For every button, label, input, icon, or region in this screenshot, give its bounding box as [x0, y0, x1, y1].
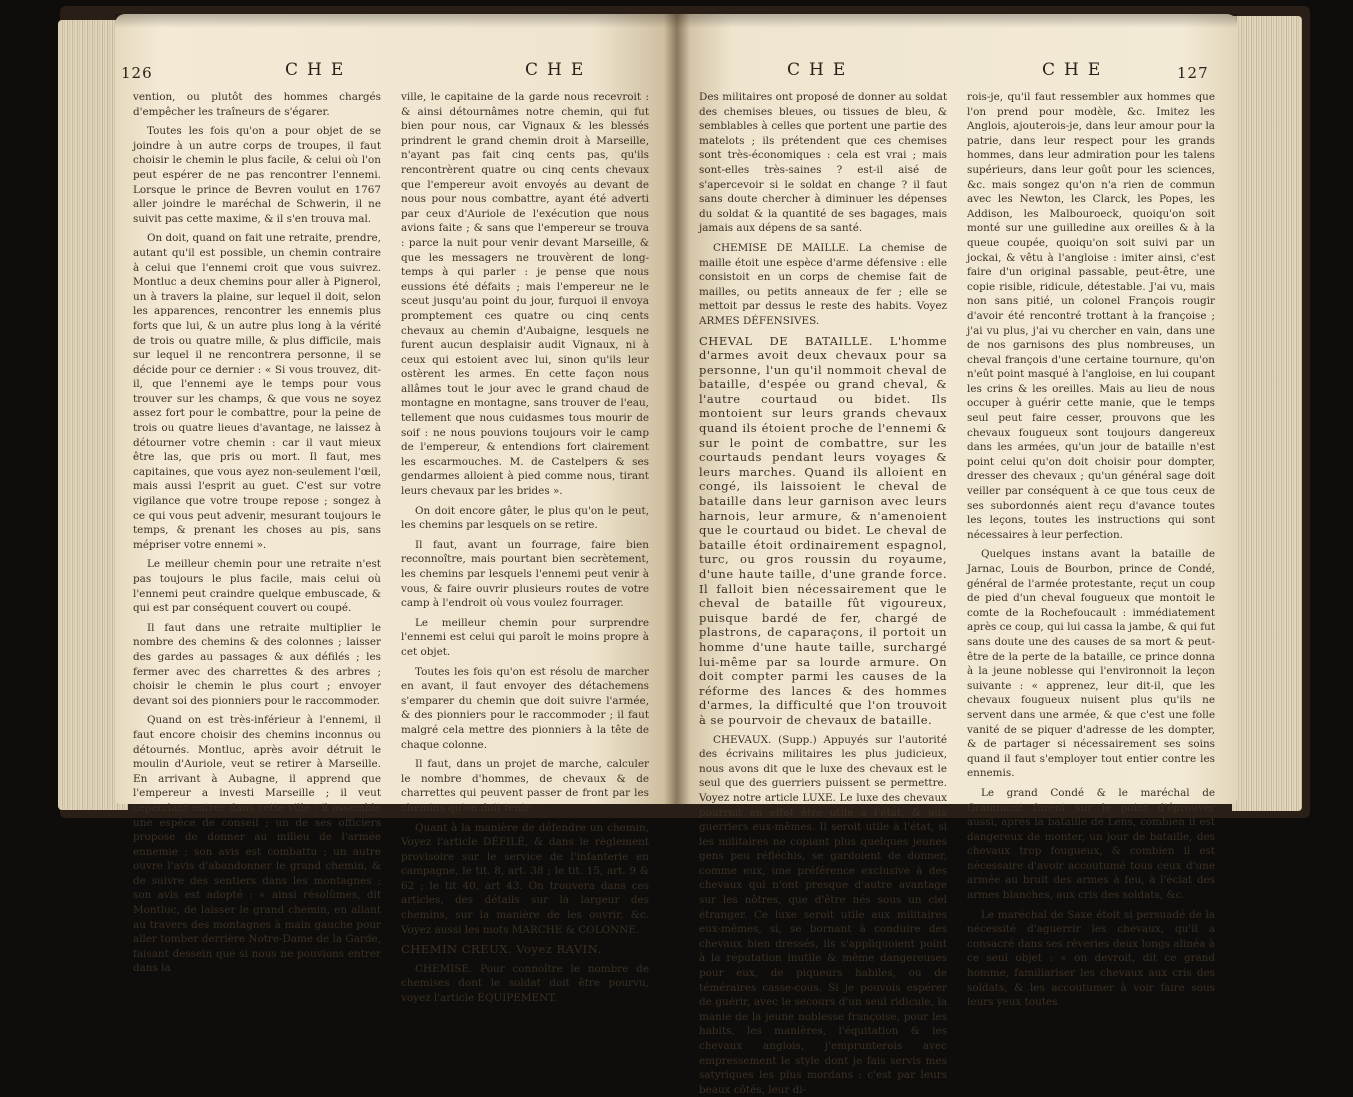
paragraph: Le meilleur chemin pour surprendre l'ennemi est celui qui paroît le moins propre à cet objet. — [401, 616, 649, 658]
right-page-edges — [1232, 16, 1302, 811]
paragraph: Le meilleur chemin pour une retraite n'est pas toujours le plus facile, mais celui où l'ennemi peut craindre quelque embuscade, & qui est par conséquent couvert ou coupé. — [133, 558, 381, 615]
entry-heading: CHEVAL DE BATAILLE. L'homme d'armes avoit deux chevaux pour sa personne, l'un qu'il nommoit cheval de bataille, d'espée ou grand cheval, & l'autre courtaud ou bidet. Ils montoient sur leurs grands chevaux quand ils étoient proche de l'ennemi & sur le point de combattre, sur les courtauds pendant leurs voyages & leurs marches. Quand ils alloient en congé, ils laissoient le cheval de bataille dans leur garnison avec leurs harnois, leur armure, & n'amenoient que le courtaud ou bidet. Le cheval de bataille étoit ordinairement espagnol, turc, ou gros roussin du royaume, d'une haute taille, d'une grande force. Il falloit bien nécessairement que le cheval de bataille fût vigoureux, puisque bardé de fer, chargé de plastrons, de caparaçons, il portoit un homme d'une haute taille, surchargé lui-même par sa lourde armure. On doit compter parmi les causes de la réforme des lances & des hommes d'armes, la difficulté que l'on trouvoit à se pourvoir de chevaux de bataille. — [699, 333, 947, 727]
running-header-right-1: CHE — [787, 60, 855, 80]
left-page — [115, 14, 677, 1005]
paragraph: Il faut, avant un fourrage, faire bien reconnoître, mais pourtant bien secrètement, les chemins par lesquels l'ennemi peut venir à vous, & faire ouvrir plusieurs routes de votre camp à l'endroit où vous voulez fourrager. — [401, 538, 649, 610]
paragraph: Il faut dans une retraite multiplier le nombre des chemins & des colonnes ; laisser des gardes au passages & aux défilés ; les fermer avec des charrettes & des arbres ; choisir le chemin le plus court ; envoyer devant soi des pionniers pour le raccommoder. — [133, 621, 381, 707]
book-gutter — [664, 14, 690, 804]
entry-heading: CHEMIN CREUX. Voyez RAVIN. — [401, 942, 602, 957]
paragraph: CHEMISE DE MAILLE. La chemise de maille étoit une espèce d'arme défensive : elle consistoit en un corps de chemise fait de mailles, ou petits anneaux de fer ; elle se mettoit par dessus le reste des habits. Voyez ARMES DÉFENSIVES. — [699, 241, 947, 327]
running-header-left-2: CHE — [525, 60, 593, 80]
left-page-column-2 — [401, 90, 649, 1005]
paragraph: Il faut, dans un projet de marche, calculer le nombre d'hommes, de chevaux & de charrettes qui peuvent passer de front par les chemins qu'on doit tenir. — [401, 758, 649, 814]
paragraph: Des militaires ont proposé de donner au soldat des chemises bleues, ou tissues de bleu, & semblables à celles que portent une partie des matelots ; ils prétendent que ces chemises sont très-économiques : cela est vrai ; mais sont-elles très-saines ? est-il aisé de s'apercevoir si le soldat en change ? il faut sans doute chercher à diminuer les dépenses du soldat & la quantité de ses bagages, mais jamais aux dépens de sa santé. — [699, 91, 947, 235]
right-page-column-2 — [967, 90, 1215, 1009]
paragraph: Le maréchal de Saxe étoit si persuadé de la nécessité d'aguerrir les chevaux, qu'il a consacré dans ses rêveries deux longs alinéa à ce seul objet : « on devroit, dit ce grand homme, familiariser les chevaux aux cris des soldats, & les accoutumer à voir faire sous leurs yeux toutes — [967, 908, 1215, 1009]
paragraph: Toutes les fois qu'on a pour objet de se joindre à un autre corps de troupes, il faut choisir le chemin le plus facile, & celui où l'on peut espérer de ne pas rencontrer l'ennemi. Lorsque le prince de Bevren voulut en 1767 aller joindre le maréchal de Schwerin, il ne suivit pas cette maxime, & il s'en trouva mal. — [133, 125, 381, 225]
paragraph: vention, ou plutôt des hommes chargés d'empêcher les traîneurs de s'égarer. — [133, 91, 381, 118]
paragraph: Toutes les fois qu'on est résolu de marcher en avant, il faut envoyer des détachemens s'emparer du chemin que doit suivre l'armée, & des pionniers pour le raccommoder ; il faut malgré cela mettre des pionniers à la tête de chaque colonne. — [401, 665, 649, 751]
paragraph: Quant à la manière de défendre un chemin, Voyez l'article DÉFILÉ, & dans le règlement provisoire sur le service de l'infanterie en campagne, le tit. 8, art. 38 ; le tit. 15, art. 9 & 62 ; le tit 40, art 43. On trouvera dans ces articles, des détails sur la largeur des chemins, sur la manière de les ouvrir, &c. Voyez aussi les mots MARCHE & COLONNE. — [401, 821, 649, 936]
page-top-shadow — [115, 14, 1237, 28]
page-number-right: 127 — [1177, 64, 1209, 82]
page-number-left: 126 — [121, 64, 153, 82]
running-header-right-2: CHE — [1042, 60, 1110, 80]
paragraph: Le grand Condé & le maréchal de Grammont furent sur le point d'éprouver aussi, après la bataille de Lens, combien il est dangereux de monter, un jour de bataille, des chevaux trop fougueux, & combien il est nécessaire d'avoir accoutumé tous ceux d'une armée au bruit des armes à feu, à l'éclat des armes blanches, aux cris des soldats, &c. — [967, 786, 1215, 902]
left-page-column-1 — [133, 90, 381, 975]
right-page — [677, 14, 1237, 1096]
paragraph: ville, le capitaine de la garde nous recevroit : & ainsi détournâmes notre chemin, qui fut bien pour nous, car Vignaux & les blessés prindrent le grand chemin droit à Marseille, n'ayant pas fait cinq cents pas, qu'ils rencontrèrent quatre ou cinq cents chevaux que l'empereur avoit envoyés au devant de nous pour nous combattre, ayant été adverti par ceux d'Auriole de l'exécution que nous avions faite ; & sans que l'empereur se trouva : parce la nuit pour venir devant Marseille, & que les messagers ne trouvèrent de long-temps à qui parler : je pense que nous eussions été défaits ; mais l'empereur ne le sceut jusqu'au point du jour, furquoi il envoya promptement ces quatre ou cinq cents chevaux au chemin d'Aubaigne, lesquels ne furent aucun desplaisir audit Vignaux, ni à ceux qui estoient avec lui, sinon qu'ils leur ostèrent les armes. En cette façon nous allâmes tout le jour avec le grand chaud de montagne en montagne, sans trouver de l'eau, tellement que nous cuidasmes tous mourir de soif : ne nous pouvions toujours voir le camp de l'empereur, & entendions fort clairement les escarmouches. M. de Castelpers & ses gendarmes alloient à pied comme nous, tirant leurs chevaux par les brides ». — [401, 91, 649, 498]
paragraph: Quelques instans avant la bataille de Jarnac, Louis de Bourbon, prince de Condé, général de l'armée protestante, reçut un coup de pied d'un cheval fougueux que montoit le comte de la Rochefoucault : immédiatement après ce coup, qui lui cassa la jambe, & qui fut sans doute une des causes de sa mort & peut-être de la perte de la bataille, ce prince donna à la jeune noblesse qui l'environnoit la leçon suivante : « apprenez, leur dit-il, que les chevaux fougueux nuisent plus qu'ils ne servent dans une armée, & que c'est une folle vanité de se piquer d'adresse de les dompter, & de partager si nécessairement ses soins quand il faut s'employer tout entier contre les ennemis. — [967, 548, 1215, 780]
paragraph: CHEVAUX. (Supp.) Appuyés sur l'autorité des écrivains militaires les plus judicieux, nous avons dit que le luxe des chevaux est le seul que des guerriers puissent se permettre. Voyez notre article LUXE. Le luxe des chevaux pourroit en effet être utile à l'état, & aux guerriers eux-mêmes. Il seroit utile à l'état, si les militaires ne copiant plus quelques jeunes gens peu réfléchis, se gardoient de donner, comme eux, une préférence exclusive à des chevaux qui n'ont presque d'autre avantage sur les nôtres, que d'être nés sous un ciel étranger. Ce luxe seroit utile aux militaires eux-mêmes, si, se bornant à conduire des chevaux bien dressés, ils s'appliquoient point à la réputation inutile & même dangereuses pour eux, de piqueurs habiles, ou de téméraires casse-cous. Si je pouvois espérer de guérir, avec le secours d'un seul ridicule, la manie de la jeune noblesse françoise, pour les habits, les manières, l'équitation & les chevaux anglois, j'emprunterois avec empressement le style dont je fais servis mes satyriques les plus mordans : c'est par leurs beaux côtés, leur di- — [699, 733, 947, 1096]
paragraph: rois-je, qu'il faut ressembler aux hommes que l'on prend pour modèle, &c. Imitez les Anglois, ajouterois-je, dans leur amour pour la patrie, dans leur respect pour les grands hommes, dans leur admiration pour les talens supérieurs, dans leur goût pour les sciences, &c. mais songez qu'on n'a rien de commun avec les Newton, les Clarck, les Popes, les Addison, les Malbouroeck, quoiqu'on soit monté sur une guilledine aux oreilles & à la queue coupée, quoiqu'on soit suivi par un jockai, & vêtu à l'angloise : imiter ainsi, c'est faire d'un original passable, peut-être, une copie risible, ridicule, détestable. J'ai vu, mais non sans pitié, un colonel François rougir d'avoir été rencontré trottant à la françoise ; j'ai vu plus, j'ai vu chercher en vain, dans une de nos garnisons des plus nombreuses, un cheval françois d'une certaine tournure, qu'on n'eût point masqué à l'angloise, en lui coupant les crins & les oreilles. Mais au lieu de nous occuper à guérir cette manie, que le temps seul peut faire cesser, prouvons que les chevaux fougueux sont toujours dangereux dans les armées, qu'un jour de bataille n'est point celui qu'on doit choisir pour dompter, dresser des chevaux ; qu'un général sage doit veiller par conséquent à ce que tous ceux de ses subordonnés aient reçu d'avance toutes les leçons, toutes les instructions qui sont nécessaires à leur perfection. — [967, 91, 1215, 541]
paragraph: Quand on est très-inférieur à l'ennemi, il faut encore choisir des chemins inconnus ou détournés. Montluc, après avoir détruit le moulin d'Auriole, veut se retirer à Marseille. En arrivant à Aubagne, il apprend que l'empereur a investi Marseille ; il veut cependant entrer dans cette ville ; il assemble une espèce de conseil ; un de ses officiers propose de donner au milieu de l'armée ennemie ; son avis est combattu ; un autre ouvre l'avis d'abandonner le grand chemin, & de suivre des sentiers dans les montagnes ; son avis est adopté : « ainsi résolûmes, dit Montluc, de laisser le grand chemin, en allant au travers des montagnes à main gauche pour aller tomber derrière Notre-Dame de la Garde, faisant dessein que si nous ne pouvions entrer dans la — [133, 714, 381, 975]
right-page-column-1 — [699, 90, 947, 1096]
running-header-left-1: CHE — [285, 60, 353, 80]
paragraph: On doit, quand on fait une retraite, prendre, autant qu'il est possible, un chemin contraire à celui que l'ennemi croit que vous suivrez. Montluc a deux chemins pour aller à Pignerol, un à travers la plaine, sur lequel il doit, selon les apparences, rencontrer les ennemis plus forts que lui, & un autre plus long à la vérité de trois ou quatre mille, & plus difficile, mais sur lequel il ne rencontrera personne, il se décide pour ce dernier : « Si vous trouvez, dit-il, que l'ennemi aye le temps pour vous trouver sur les champs, & que vous ne soyez assez fort pour le combattre, pour la peine de trois ou quatre lieues d'avantage, ne laissez à détourner votre chemin : car il vaut mieux être las, que pris ou mort. Il faut, mes capitaines, que vous ayez non-seulement l'œil, mais aussi l'esprit au guet. C'est sur votre vigilance que votre troupe repose ; songez à ce qui vous peut advenir, mesurant toujours le temps, & prenant les choses au pis, sans mépriser votre ennemi ». — [133, 232, 381, 551]
paragraph: On doit encore gâter, le plus qu'on le peut, les chemins par lesquels on se retire. — [401, 504, 649, 532]
paragraph: CHEMISE. Pour connoître le nombre de chemises dont le soldat doit être pourvu, voyez l'article ÉQUIPEMENT. — [401, 962, 649, 1005]
